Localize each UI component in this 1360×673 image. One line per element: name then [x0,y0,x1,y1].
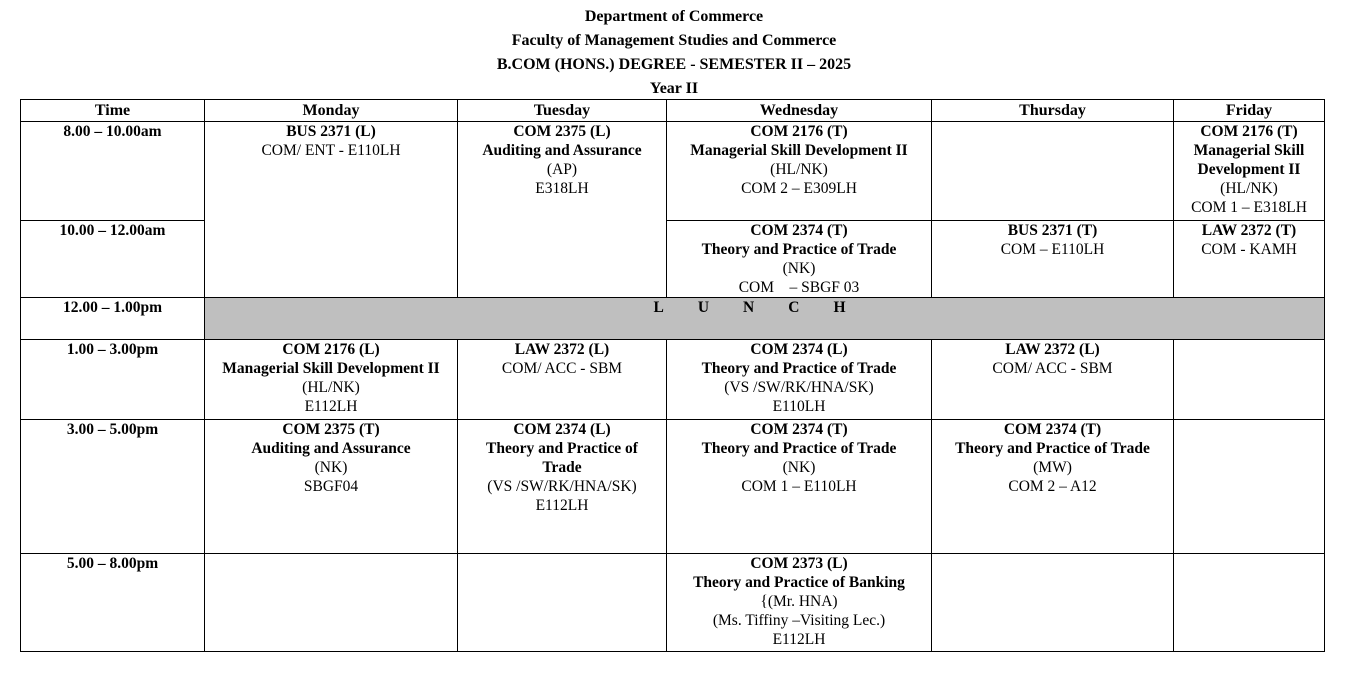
course-title: Theory and Practice of Trade [955,440,1150,457]
course-code: COM 2374 (T) [1003,421,1102,438]
slot-friday-5 [1174,554,1325,652]
lunch-letter: N [743,299,755,316]
slot-thursday-8 [932,122,1174,221]
course-code: COM 2374 (L) [750,341,848,358]
course-lecturer: (HL/NK) [1220,180,1278,197]
slot-wednesday-8 [667,122,932,221]
course-title: Trade [542,459,582,476]
time-slot: 1.00 – 3.00pm [21,340,205,420]
slot-friday-10 [1174,221,1325,298]
col-header-thursday: Thursday [932,100,1174,122]
course-code: COM 2176 (L) [282,341,380,358]
course-lecturer: (Ms. Tiffiny –Visiting Lec.) [712,612,886,629]
col-header-tuesday: Tuesday [458,100,667,122]
course-title: Auditing and Assurance [251,440,411,457]
slot-wednesday-1 [667,340,932,420]
course-code: COM 2176 (T) [750,123,848,140]
course-room: COM 1 – E110LH [741,478,857,495]
course-room: E112LH [772,631,826,648]
col-header-monday: Monday [205,100,458,122]
course-code: COM 2373 (L) [750,555,848,572]
slot-monday-5 [205,554,458,652]
course-title: Theory and Practice of [486,440,638,457]
course-lecturer: (NK) [782,260,816,277]
time-slot: 3.00 – 5.00pm [21,420,205,554]
course-room: COM – SBGF 03 [738,279,860,296]
course-title: Theory and Practice of Trade [701,241,897,258]
faculty-title: Faculty of Management Studies and Commerce [511,32,837,49]
lunch-letter: C [788,299,800,316]
year-title: Year II [649,80,699,97]
time-slot: 10.00 – 12.00am [21,221,205,298]
course-room: COM – E110LH [1000,241,1105,258]
department-title: Department of Commerce [584,8,764,25]
degree-title: B.COM (HONS.) DEGREE - SEMESTER II – 2025 [496,56,852,73]
course-room: COM - KAMH [1201,241,1297,258]
course-lecturer: (MW) [1033,459,1072,476]
course-code: LAW 2372 (L) [514,341,610,358]
course-lecturer: (VS /SW/RK/HNA/SK) [487,478,637,495]
course-lecturer: (NK) [782,459,816,476]
slot-tuesday-1 [458,340,667,420]
lunch-letter: U [697,299,710,316]
course-title: Managerial Skill Development II [222,360,440,377]
table-row [21,340,1325,420]
table-row [21,122,1325,221]
course-room: COM/ ENT - E110LH [261,142,401,159]
slot-tuesday-5 [458,554,667,652]
course-room: E112LH [304,398,358,415]
course-room: COM 2 – E309LH [741,180,857,197]
time-slot: 12.00 – 1.00pm [21,298,205,340]
course-code: COM 2374 (L) [513,421,611,438]
course-lecturer: (HL/NK) [302,379,360,396]
slot-wednesday-3 [667,420,932,554]
time-slot: 8.00 – 10.00am [21,122,205,221]
slot-thursday-5 [932,554,1174,652]
slot-thursday-3 [932,420,1174,554]
course-room: SBGF04 [303,478,359,495]
slot-monday-8-12 [205,122,458,298]
course-title: Theory and Practice of Banking [693,574,905,591]
course-lecturer: (HL/NK) [770,161,828,178]
course-code: COM 2374 (T) [750,222,848,239]
slot-wednesday-5 [667,554,932,652]
course-title: Theory and Practice of Trade [701,360,897,377]
slot-tuesday-8-12 [458,122,667,298]
course-room: COM 1 – E318LH [1191,199,1307,216]
course-room: COM 2 – A12 [1008,478,1097,495]
table-row [21,420,1325,554]
table-row [21,554,1325,652]
course-title: Managerial Skill Development II [690,142,908,159]
document-header [0,5,1348,101]
course-code: COM 2176 (T) [1200,123,1298,140]
lunch-letter: H [833,299,846,316]
col-header-time: Time [21,100,205,122]
course-code: BUS 2371 (L) [286,123,376,140]
course-lecturer: (NK) [314,459,348,476]
slot-thursday-10 [932,221,1174,298]
slot-monday-1 [205,340,458,420]
slot-monday-3 [205,420,458,554]
slot-wednesday-10 [667,221,932,298]
slot-friday-8 [1174,122,1325,221]
course-lecturer: (AP) [546,161,578,178]
course-lecturer: (VS /SW/RK/HNA/SK) [724,379,874,396]
course-room: E112LH [535,497,589,514]
slot-tuesday-3 [458,420,667,554]
course-title: Theory and Practice of Trade [701,440,897,457]
col-header-wednesday: Wednesday [667,100,932,122]
timetable [20,99,1325,652]
slot-thursday-1 [932,340,1174,420]
course-room: E110LH [772,398,826,415]
course-code: LAW 2372 (L) [1005,341,1100,358]
time-slot: 5.00 – 8.00pm [21,554,205,652]
course-lecturer: {(Mr. HNA) [760,593,838,610]
course-title: Auditing and Assurance [482,142,642,159]
lunch-break [205,298,1325,340]
course-room: COM/ ACC - SBM [501,360,623,377]
col-header-friday: Friday [1174,100,1325,122]
lunch-letter: L [653,299,664,316]
course-title: Development II [1197,161,1301,178]
course-title: Managerial Skill [1193,142,1305,159]
table-row [21,298,1325,340]
course-code: COM 2374 (T) [750,421,848,438]
course-room: COM/ ACC - SBM [992,360,1113,377]
course-code: COM 2375 (L) [513,123,611,140]
slot-friday-3 [1174,420,1325,554]
course-code: COM 2375 (T) [282,421,380,438]
course-code: LAW 2372 (T) [1201,222,1297,239]
slot-friday-1 [1174,340,1325,420]
course-room: E318LH [535,180,589,197]
course-code: BUS 2371 (T) [1007,222,1098,239]
header-row [21,100,1325,122]
